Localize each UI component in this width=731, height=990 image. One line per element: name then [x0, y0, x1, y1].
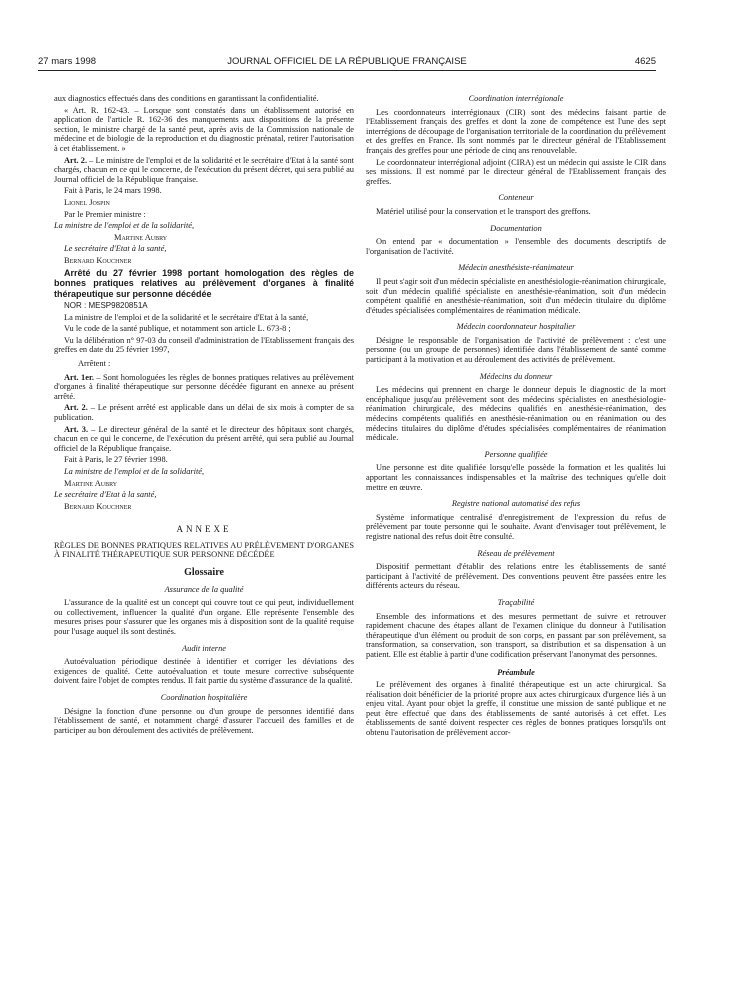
fait-line-2: Fait à Paris, le 27 février 1998.	[64, 455, 168, 465]
arrete-title: Arrêté du 27 février 1998 portant homologation des règles de bonnes pratiques relatives au prélèvement d'organes à finalité thérapeutique sur personne décédée	[54, 267, 354, 299]
right-column	[366, 94, 666, 740]
page-header	[38, 56, 656, 70]
header-journal: JOURNAL OFFICIEL DE LA RÉPUBLIQUE FRANÇAISE	[227, 56, 467, 67]
signature-aubry: Martine Aubry	[114, 232, 168, 242]
term-heading: Médecin coordonnateur hospitalier	[456, 322, 576, 332]
term-heading: Médecins du donneur	[479, 371, 553, 381]
secretary-title: Le secrétaire d'Etat à la santé,	[64, 244, 167, 254]
nor-reference: NOR : MESP9820851A	[64, 301, 148, 310]
secretary-title-2: Le secrétaire d'Etat à la santé,	[54, 490, 157, 500]
term-heading: Traçabilité	[497, 597, 535, 607]
annexe-title: RÈGLES DE BONNES PRATIQUES RELATIVES AU PRÉLÈVEMENT D'ORGANES À FINALITÉ THÉRAPEUTIQUE SUR PERSONNE DÉCÉDÉE	[54, 540, 354, 560]
page-number: 4625	[634, 56, 656, 67]
article-2	[54, 156, 354, 185]
term-definition: On entend par « documentation » l'ensemble des documents descriptifs de l'organisation de l'activité.	[366, 237, 666, 256]
term-definition: Autoévaluation périodique destinée à identifier et corriger les déviations des exigences de qualité. Cette autoévaluation et toute mesure corrective subséquente doivent faire l'objet de comptes rendus. Il fait partie du système d'assurance de la qualité.	[54, 657, 354, 686]
term-heading: Audit interne	[182, 643, 226, 653]
article-label: Art. 2.	[64, 155, 88, 165]
term-definition: Une personne est dite qualifiée lorsqu'elle possède la formation et les qualités lui apportant les connaissances indispensables et la maîtrise des techniques qu'elle doit mettre en œuvre.	[366, 463, 666, 492]
paragraph: aux diagnostics effectués dans des conditions en garantissant la confidentialité.	[54, 94, 319, 103]
signature-kouchner: Bernard Kouchner	[64, 255, 132, 265]
term-definition: Système informatique centralisé d'enregistrement de l'expression du refus de prélèvement par toute personne qui le souhaite. Avant d'envisager tout prélèvement, le registre national des refus doit être consulté.	[366, 512, 666, 541]
par-line: Par le Premier ministre :	[64, 209, 146, 219]
article-text: – Le directeur général de la santé et le directeur des hôpitaux sont chargés, chacun en ce qui le concerne, de l'exécution du présent arrêté, qui sera publié au Journal officiel de la République française.	[54, 424, 354, 453]
paragraph: Vu le code de la santé publique, et notamment son article L. 673-8 ;	[64, 324, 291, 334]
article-label: Art. 1er.	[64, 372, 95, 382]
term-heading: Coordination hospitalière	[160, 693, 248, 702]
article-2b	[54, 403, 354, 422]
term-definition: Le coordonnateur interrégional adjoint (CIRA) est un médecin qui assiste le CIR dans ses missions. Il est nommé par le directeur général de l'Etablissement français des greffes.	[366, 157, 666, 186]
article-text: – Sont homologuées les règles de bonnes pratiques relatives au prélèvement d'organes à finalité thérapeutique sur personne décédée figurant en annexe au présent arrêté.	[54, 372, 355, 401]
paragraph: Vu la délibération n° 97-03 du conseil d'administration de l'Etablissement français des greffes en date du 25 février 1997,	[54, 335, 354, 355]
term-definition: Dispositif permettant d'établir des relations entre les établissements de santé participant à l'activité de prélèvement. Des conventions peuvent être passées entre les différents acteurs du réseau.	[366, 562, 666, 591]
term-definition: Ensemble des informations et des mesures permettant de suivre et retrouver rapidement chacune des étapes allant de l'examen clinique du donneur à l'utilisation thérapeutique d'un élément ou produit de son corps, en passant par son prélèvement, sa transformation, sa conservation, son transport, sa distribution et sa dispensation à un patient. Elle est établie à partir d'une codification préservant l'anonymat des personnes.	[366, 611, 666, 659]
term-definition: Matériel utilisé pour la conservation et le transport des greffons.	[376, 206, 591, 216]
article-3	[54, 425, 354, 454]
term-heading: Personne qualifiée	[484, 449, 548, 459]
article-label: Art. 2.	[64, 403, 88, 413]
header-rule	[38, 70, 656, 71]
term-definition: L'assurance de la qualité est un concept qui couvre tout ce qui peut, individuellement ou collectivement, influencer la qualité d'un organe. Elle représente l'ensemble des mesures prises pour s'assurer que les organes mis à disposition sont de la qualité requise pour l'usage auquel ils sont destinés.	[54, 598, 354, 637]
term-heading: Assurance de la qualité	[164, 584, 244, 594]
preamble-heading: Préambule	[497, 667, 535, 677]
glossary-heading: Glossaire	[184, 567, 224, 579]
article-label: Art. 3.	[64, 424, 89, 434]
term-definition: Désigne le responsable de l'organisation de l'activité de prélèvement : c'est une personne (ou un groupe de personnes) identifiée dans l'établissement de santé comme participant à la motivation et au déroulement des activités de prélèvement.	[366, 335, 666, 365]
term-definition: Il peut s'agir soit d'un médecin spécialiste en anesthésiologie-réanimation chirurgicale, soit d'un médecin qualifié spécialiste en anesthésie-réanimation, soit d'un médecin compétent qualifié en anesthésie-réanimation, soit d'un médecin titulaire du diplôme d'études spécialisées complémentaires de réanimation médicale.	[366, 276, 666, 315]
signature-aubry-2: Martine Aubry	[64, 478, 118, 488]
minister-title-2: La ministre de l'emploi et de la solidarité,	[64, 466, 205, 476]
arretent: Arrêtent :	[78, 358, 111, 368]
fait-line: Fait à Paris, le 24 mars 1998.	[64, 186, 162, 196]
preamble-text: Le prélèvement des organes à finalité thérapeutique est un acte chirurgical. Sa réalisation doit bénéficier de la priorité propre aux actes chirurgicaux d'urgence liés à un enjeu vital. Ayant pour objet la greffe, il constitue une mission de santé publique et ne peut être effectué que dans des établissements de santé autorisés à cet effet. Les établissements de santé doivent respecter ces règles de bonnes pratiques lorsqu'ils ont obtenu l'autorisation de prélèvement accor-	[366, 680, 666, 738]
article-text: – Le ministre de l'emploi et de la solidarité et le secrétaire d'Etat à la santé sont chargés, chacun en ce qui le concerne, de l'exécution du présent décret, qui sera publié au Journal officiel de la République française.	[54, 155, 355, 184]
article-1	[54, 373, 354, 402]
term-definition: Désigne la fonction d'une personne ou d'un groupe de personnes identifié dans l'établissement de santé, et notamment chargé d'assurer l'accueil des familles et de participer au bon déroulement des activités de prélèvement.	[54, 706, 354, 735]
term-definition: Les médecins qui prennent en charge le donneur depuis le diagnostic de la mort encéphalique jusqu'au prélèvement sont des médecins spécialistes en anesthésiologie-réanimation chirurgicale, des médecins qualifiés en anesthésie-réanimation, des médecins compétents qualifiés en anesthésie-réanimation ou en réanimation ou des médecins titulaires du diplôme d'études spécialisées complémentaires de réanimation médicale.	[366, 385, 666, 443]
left-column	[54, 94, 354, 737]
signature-jospin: Lionel Jospin	[64, 197, 110, 207]
signature-kouchner-2: Bernard Kouchner	[64, 501, 132, 511]
term-heading: Coordination interrégionale	[468, 94, 564, 103]
paragraph: « Art. R. 162-43. – Lorsque sont constatés dans un établissement autorisé en application de l'article R. 162-36 des manquements aux dispositions de la présente section, le ministre chargé de la santé peut, après avis de la Commission nationale de médecine et de biologie de la reproduction et du diagnostic prénatal, retirer l'autorisation à cet établissement. »	[54, 105, 354, 153]
term-heading: Registre national automatisé des refus	[451, 499, 581, 509]
header-date: 27 mars 1998	[38, 56, 97, 67]
term-heading: Documentation	[490, 223, 542, 233]
article-text: – Le présent arrêté est applicable dans un délai de six mois à compter de sa publication.	[54, 403, 355, 422]
term-heading: Réseau de prélèvement	[477, 548, 555, 558]
paragraph: La ministre de l'emploi et de la solidarité et le secrétaire d'Etat à la santé,	[64, 312, 309, 322]
annexe-heading: ANNEXE	[176, 524, 232, 535]
term-definition: Les coordonnateurs interrégionaux (CIR) sont des médecins faisant partie de l'Etablissement français des greffes et dont la zone de compétence est l'une des sept interrégions de découpage de l'organisation territoriale de la coordination du prélèvement et des greffes en France. Ils sont nommés par le directeur général de l'Etablissement français des greffes pour une période de cinq ans renouvelable.	[366, 107, 666, 155]
minister-title: La ministre de l'emploi et de la solidarité,	[54, 221, 195, 231]
term-heading: Médecin anesthésiste-réanimateur	[458, 263, 574, 273]
term-heading: Conteneur	[498, 193, 534, 203]
